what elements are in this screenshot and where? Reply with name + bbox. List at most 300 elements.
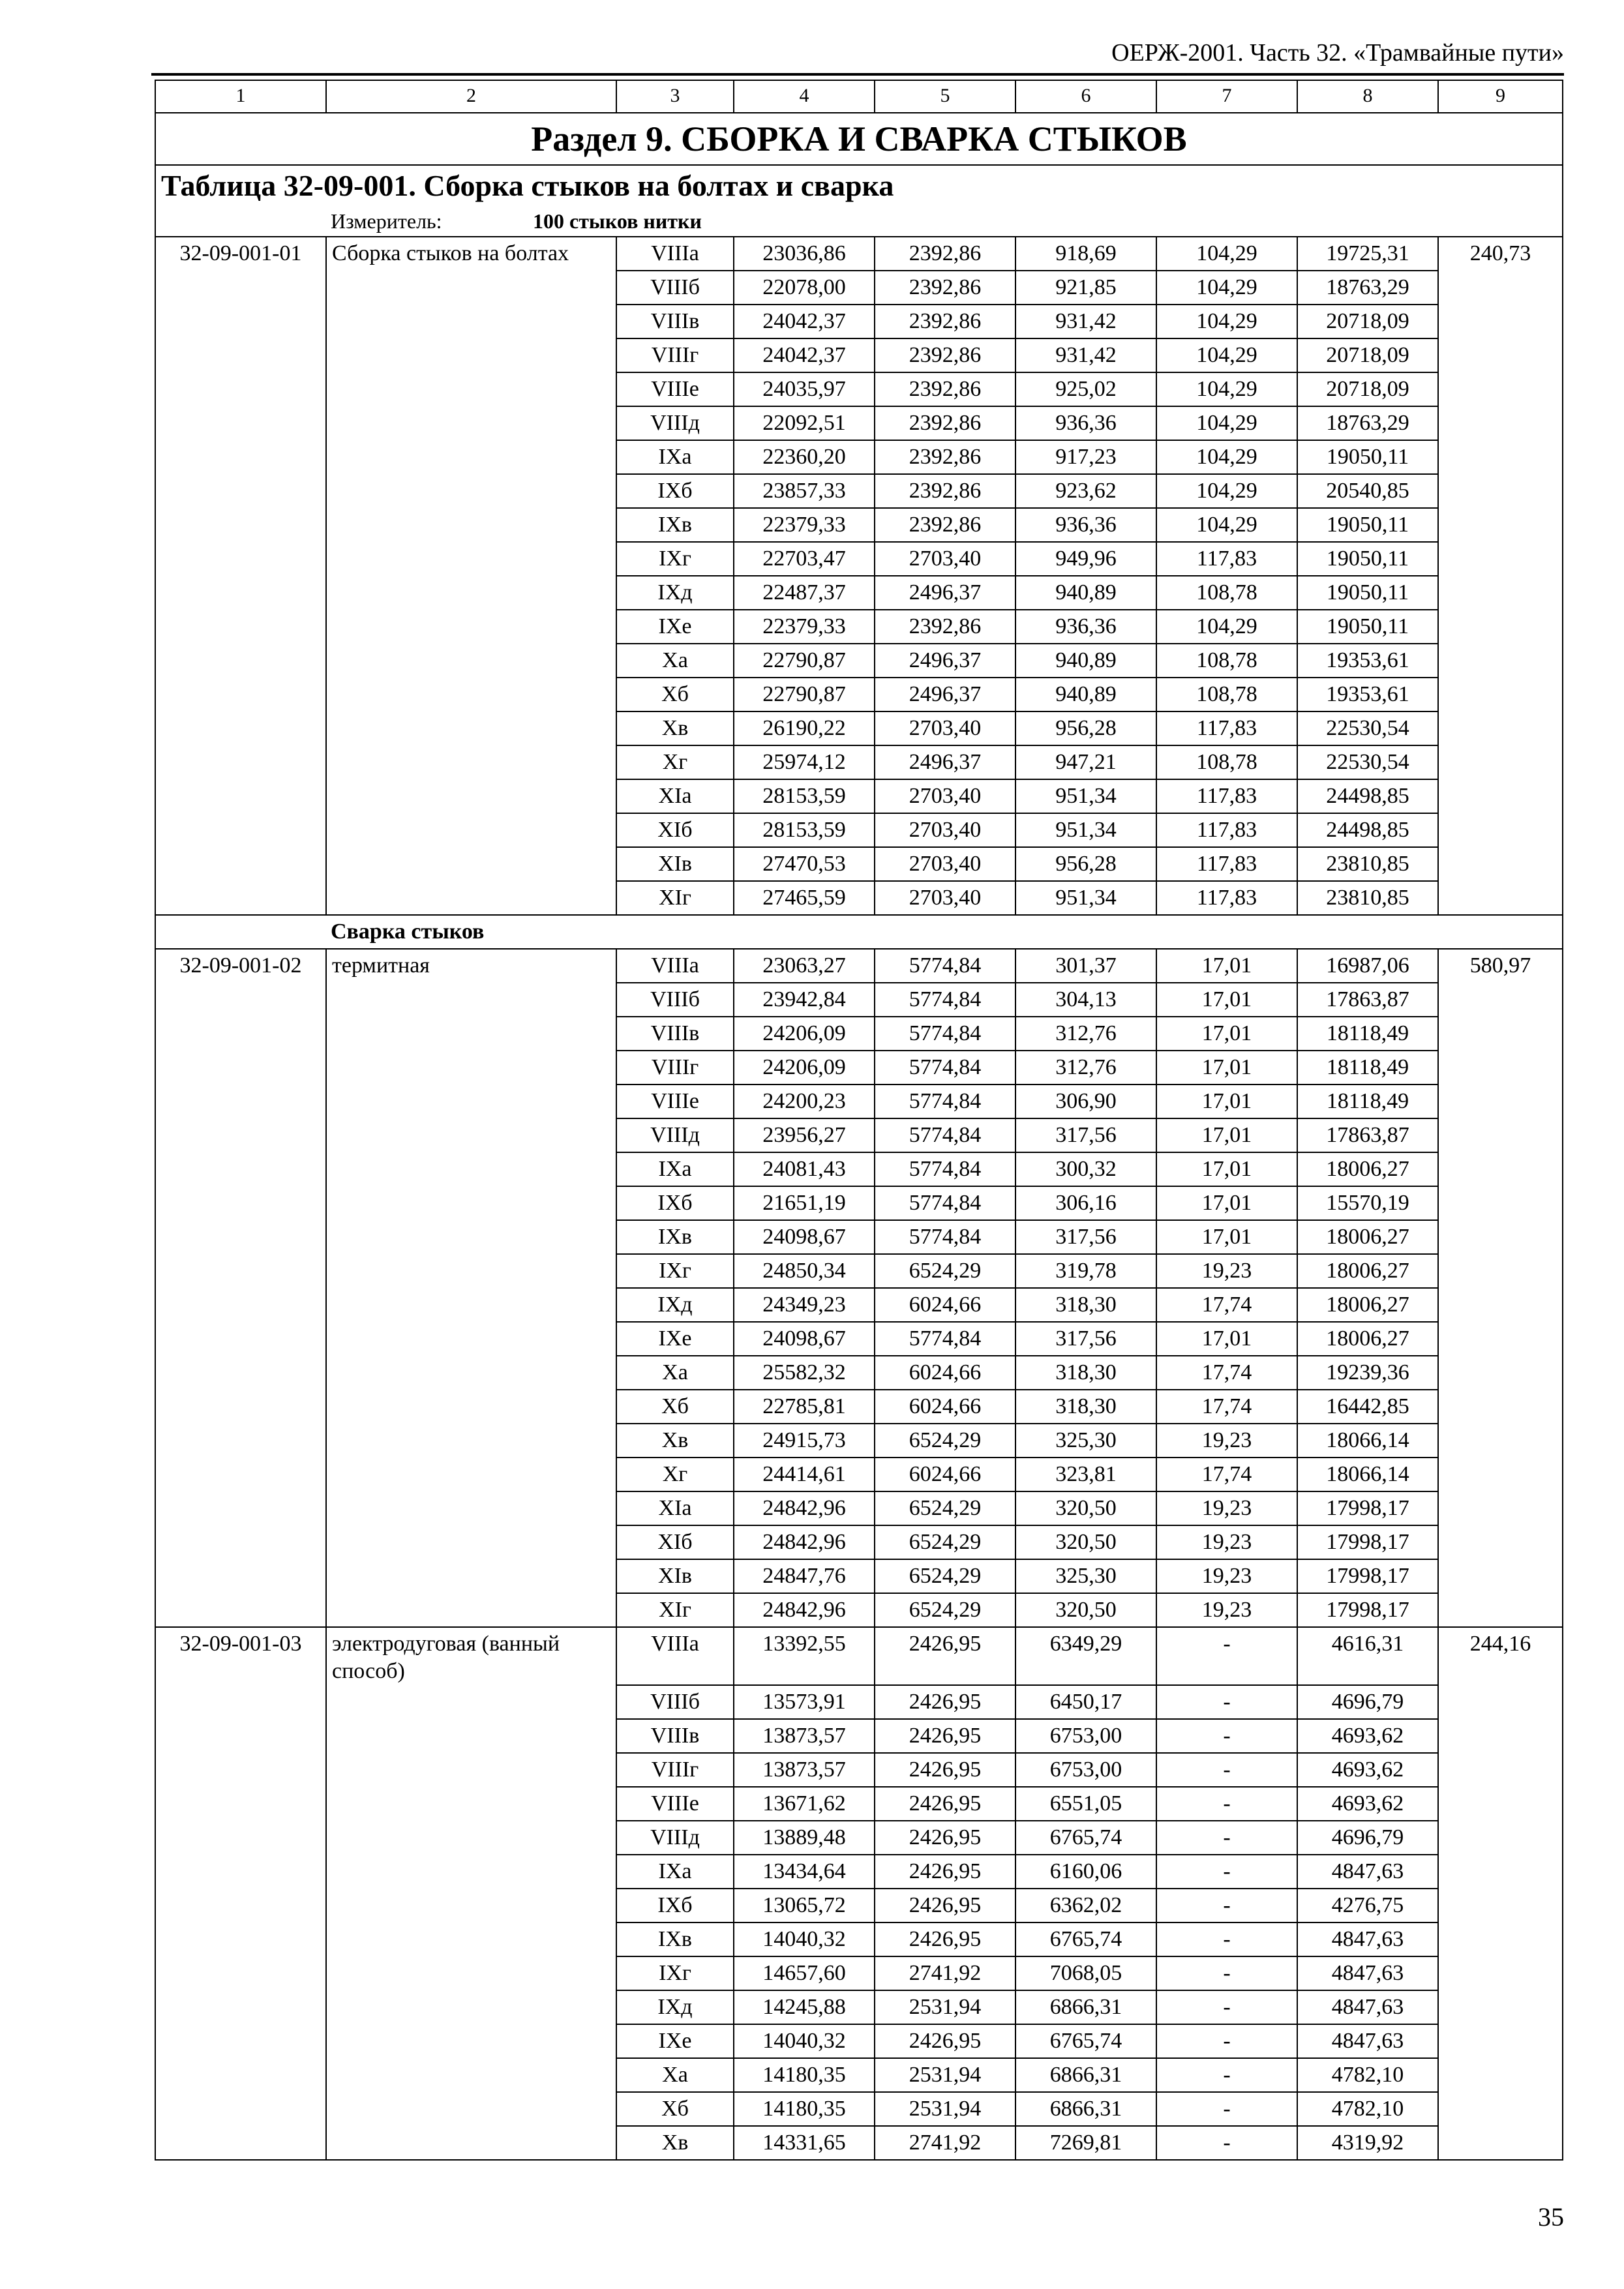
value-cell: 6024,66 — [875, 1390, 1015, 1424]
value-cell: 4693,62 — [1297, 1787, 1438, 1821]
value-cell: 104,29 — [1156, 508, 1297, 542]
rail-type: VIIIд — [616, 1118, 734, 1152]
value-cell: 2496,37 — [875, 576, 1015, 610]
value-cell: 17,01 — [1156, 1017, 1297, 1051]
rate-code — [155, 474, 326, 508]
labor-value — [1438, 1220, 1563, 1254]
table-row — [155, 1990, 1563, 2024]
rail-type: VIIIб — [616, 1685, 734, 1719]
value-cell: 5774,84 — [875, 1220, 1015, 1254]
page-number: 35 — [1538, 2202, 1564, 2232]
value-cell: 14180,35 — [734, 2058, 875, 2092]
work-name — [326, 305, 616, 338]
rate-code — [155, 1753, 326, 1787]
value-cell: 320,50 — [1015, 1593, 1156, 1627]
table-row — [155, 610, 1563, 644]
value-cell: - — [1156, 2024, 1297, 2058]
value-cell: 117,83 — [1156, 881, 1297, 915]
value-cell: 18006,27 — [1297, 1322, 1438, 1356]
value-cell: 108,78 — [1156, 576, 1297, 610]
value-cell: 17863,87 — [1297, 1118, 1438, 1152]
value-cell: 24498,85 — [1297, 779, 1438, 813]
value-cell: 17863,87 — [1297, 983, 1438, 1017]
value-cell: 22530,54 — [1297, 745, 1438, 779]
work-name — [326, 779, 616, 813]
rail-type: Xб — [616, 1390, 734, 1424]
labor-value — [1438, 576, 1563, 610]
value-cell: 940,89 — [1015, 678, 1156, 711]
value-cell: 17,01 — [1156, 983, 1297, 1017]
rail-type: IXа — [616, 440, 734, 474]
rail-type: IXе — [616, 1322, 734, 1356]
rate-code — [155, 338, 326, 372]
value-cell: 14657,60 — [734, 1956, 875, 1990]
labor-value — [1438, 372, 1563, 406]
work-name — [326, 1118, 616, 1152]
rail-type: IXа — [616, 1855, 734, 1889]
work-name: Сборка стыков на болтах — [326, 237, 616, 271]
rail-type: IXв — [616, 1922, 734, 1956]
value-cell: 18006,27 — [1297, 1152, 1438, 1186]
value-cell: 4847,63 — [1297, 1855, 1438, 1889]
labor-value — [1438, 1922, 1563, 1956]
value-cell: 2392,86 — [875, 508, 1015, 542]
rate-code — [155, 881, 326, 915]
value-cell: 6753,00 — [1015, 1719, 1156, 1753]
table-row — [155, 576, 1563, 610]
labor-value — [1438, 2126, 1563, 2160]
column-number: 6 — [1015, 80, 1156, 113]
value-cell: 317,56 — [1015, 1118, 1156, 1152]
value-cell: - — [1156, 1855, 1297, 1889]
value-cell: 19050,11 — [1297, 542, 1438, 576]
work-name — [326, 1051, 616, 1085]
rate-code — [155, 2092, 326, 2126]
rail-type: VIIIг — [616, 1753, 734, 1787]
work-name — [326, 983, 616, 1017]
value-cell: 6524,29 — [875, 1491, 1015, 1525]
labor-value — [1438, 2058, 1563, 2092]
value-cell: 104,29 — [1156, 271, 1297, 305]
rail-type: IXг — [616, 542, 734, 576]
table-row — [155, 237, 1563, 271]
value-cell: 2531,94 — [875, 1990, 1015, 2024]
value-cell: 6866,31 — [1015, 1990, 1156, 2024]
work-name — [326, 1017, 616, 1051]
value-cell: 104,29 — [1156, 237, 1297, 271]
rail-type: Xв — [616, 1424, 734, 1458]
table-row — [155, 1627, 1563, 1685]
labor-value — [1438, 1017, 1563, 1051]
work-name — [326, 1525, 616, 1559]
value-cell: 2426,95 — [875, 1627, 1015, 1685]
value-cell: 6765,74 — [1015, 1922, 1156, 1956]
rail-type: Xг — [616, 1458, 734, 1491]
work-name — [326, 1491, 616, 1525]
labor-value: 244,16 — [1438, 1627, 1563, 1685]
value-cell: 6450,17 — [1015, 1685, 1156, 1719]
value-cell: 951,34 — [1015, 779, 1156, 813]
value-cell: 6349,29 — [1015, 1627, 1156, 1685]
value-cell: 19,23 — [1156, 1525, 1297, 1559]
value-cell: 26190,22 — [734, 711, 875, 745]
labor-value — [1438, 542, 1563, 576]
value-cell: 300,32 — [1015, 1152, 1156, 1186]
table-row — [155, 881, 1563, 915]
value-cell: 22703,47 — [734, 542, 875, 576]
value-cell: 24850,34 — [734, 1254, 875, 1288]
rail-type: XIв — [616, 847, 734, 881]
table-row — [155, 338, 1563, 372]
work-name — [326, 474, 616, 508]
work-name — [326, 338, 616, 372]
value-cell: 18066,14 — [1297, 1458, 1438, 1491]
rail-type: Xб — [616, 678, 734, 711]
value-cell: 325,30 — [1015, 1559, 1156, 1593]
labor-value — [1438, 271, 1563, 305]
value-cell: 13873,57 — [734, 1719, 875, 1753]
table-row — [155, 1753, 1563, 1787]
value-cell: 22092,51 — [734, 406, 875, 440]
value-cell: 4696,79 — [1297, 1821, 1438, 1855]
table-row — [155, 305, 1563, 338]
rate-code — [155, 271, 326, 305]
rate-code — [155, 1990, 326, 2024]
table-row — [155, 1685, 1563, 1719]
value-cell: 312,76 — [1015, 1051, 1156, 1085]
work-name — [326, 1922, 616, 1956]
rail-type: VIIIе — [616, 1787, 734, 1821]
value-cell: 2392,86 — [875, 271, 1015, 305]
value-cell: 7269,81 — [1015, 2126, 1156, 2160]
value-cell: 24042,37 — [734, 305, 875, 338]
value-cell: 304,13 — [1015, 983, 1156, 1017]
labor-value — [1438, 1719, 1563, 1753]
value-cell: 301,37 — [1015, 949, 1156, 983]
rate-code — [155, 1458, 326, 1491]
value-cell: 2426,95 — [875, 1787, 1015, 1821]
rate-code — [155, 1390, 326, 1424]
rail-type: VIIIв — [616, 305, 734, 338]
labor-value — [1438, 305, 1563, 338]
value-cell: 14331,65 — [734, 2126, 875, 2160]
value-cell: 104,29 — [1156, 305, 1297, 338]
rail-type: VIIIа — [616, 237, 734, 271]
work-name — [326, 2126, 616, 2160]
rate-code — [155, 1855, 326, 1889]
table-row — [155, 1220, 1563, 1254]
table-row — [155, 1787, 1563, 1821]
value-cell: - — [1156, 1627, 1297, 1685]
value-cell: 5774,84 — [875, 1017, 1015, 1051]
value-cell: 6765,74 — [1015, 2024, 1156, 2058]
work-name: электродуговая (ванный способ) — [326, 1627, 616, 1685]
value-cell: 6024,66 — [875, 1458, 1015, 1491]
value-cell: 20718,09 — [1297, 305, 1438, 338]
value-cell: 18118,49 — [1297, 1017, 1438, 1051]
table-row — [155, 1288, 1563, 1322]
rate-code — [155, 305, 326, 338]
value-cell: 925,02 — [1015, 372, 1156, 406]
value-cell: 13434,64 — [734, 1855, 875, 1889]
rail-type: Xв — [616, 2126, 734, 2160]
rail-type: XIб — [616, 813, 734, 847]
work-name — [326, 813, 616, 847]
value-cell: 22530,54 — [1297, 711, 1438, 745]
rail-type: IXа — [616, 1152, 734, 1186]
meter-row — [155, 207, 1563, 237]
value-cell: 318,30 — [1015, 1356, 1156, 1390]
rate-code — [155, 644, 326, 678]
value-cell: 18118,49 — [1297, 1085, 1438, 1118]
rate-code — [155, 1017, 326, 1051]
labor-value — [1438, 678, 1563, 711]
value-cell: 2496,37 — [875, 678, 1015, 711]
work-name — [326, 1186, 616, 1220]
value-cell: 14180,35 — [734, 2092, 875, 2126]
rate-code — [155, 576, 326, 610]
rate-code — [155, 1719, 326, 1753]
table-row — [155, 1491, 1563, 1525]
value-cell: 2392,86 — [875, 474, 1015, 508]
value-cell: 14040,32 — [734, 1922, 875, 1956]
column-number: 9 — [1438, 80, 1563, 113]
value-cell: 22790,87 — [734, 678, 875, 711]
value-cell: 317,56 — [1015, 1220, 1156, 1254]
value-cell: 14245,88 — [734, 1990, 875, 2024]
value-cell: 15570,19 — [1297, 1186, 1438, 1220]
rate-code — [155, 1922, 326, 1956]
work-name — [326, 1356, 616, 1390]
labor-value: 240,73 — [1438, 237, 1563, 271]
table-row — [155, 949, 1563, 983]
value-cell: - — [1156, 1922, 1297, 1956]
value-cell: 18763,29 — [1297, 271, 1438, 305]
value-cell: 108,78 — [1156, 678, 1297, 711]
value-cell: 104,29 — [1156, 406, 1297, 440]
value-cell: 19050,11 — [1297, 576, 1438, 610]
value-cell: 5774,84 — [875, 1322, 1015, 1356]
value-cell: 19,23 — [1156, 1559, 1297, 1593]
labor-value — [1438, 711, 1563, 745]
value-cell: 19353,61 — [1297, 678, 1438, 711]
column-number: 1 — [155, 80, 326, 113]
value-cell: 306,16 — [1015, 1186, 1156, 1220]
rate-code — [155, 678, 326, 711]
labor-value — [1438, 1186, 1563, 1220]
value-cell: 5774,84 — [875, 949, 1015, 983]
rail-type: IXд — [616, 576, 734, 610]
table-row — [155, 1424, 1563, 1458]
value-cell: 13873,57 — [734, 1753, 875, 1787]
value-cell: 104,29 — [1156, 474, 1297, 508]
value-cell: 24842,96 — [734, 1593, 875, 1627]
rate-code — [155, 1085, 326, 1118]
work-name — [326, 1855, 616, 1889]
value-cell: - — [1156, 1821, 1297, 1855]
value-cell: 2496,37 — [875, 745, 1015, 779]
value-cell: 27470,53 — [734, 847, 875, 881]
table-row — [155, 1559, 1563, 1593]
value-cell: 19725,31 — [1297, 237, 1438, 271]
rail-type: VIIIе — [616, 372, 734, 406]
value-cell: - — [1156, 2126, 1297, 2160]
value-cell: 16442,85 — [1297, 1390, 1438, 1424]
rail-type: IXб — [616, 474, 734, 508]
value-cell: 25582,32 — [734, 1356, 875, 1390]
value-cell: 18763,29 — [1297, 406, 1438, 440]
table-row — [155, 2024, 1563, 2058]
column-number: 8 — [1297, 80, 1438, 113]
labor-value — [1438, 745, 1563, 779]
table-row — [155, 1855, 1563, 1889]
labor-value — [1438, 1821, 1563, 1855]
table-row — [155, 1390, 1563, 1424]
labor-value — [1438, 1288, 1563, 1322]
work-name — [326, 1990, 616, 2024]
rate-code — [155, 847, 326, 881]
rate-code: 32-09-001-02 — [155, 949, 326, 983]
rate-code — [155, 1220, 326, 1254]
labor-value — [1438, 2024, 1563, 2058]
value-cell: 17,01 — [1156, 1085, 1297, 1118]
value-cell: 17998,17 — [1297, 1525, 1438, 1559]
value-cell: 6866,31 — [1015, 2092, 1156, 2126]
value-cell: 4276,75 — [1297, 1889, 1438, 1922]
table-row — [155, 406, 1563, 440]
value-cell: 108,78 — [1156, 644, 1297, 678]
work-name — [326, 1821, 616, 1855]
labor-value — [1438, 779, 1563, 813]
value-cell: - — [1156, 1787, 1297, 1821]
rate-code — [155, 1525, 326, 1559]
value-cell: 2703,40 — [875, 542, 1015, 576]
work-name — [326, 610, 616, 644]
rate-code — [155, 1118, 326, 1152]
labor-value — [1438, 847, 1563, 881]
rail-type: Xг — [616, 745, 734, 779]
value-cell: 6524,29 — [875, 1424, 1015, 1458]
table-row — [155, 372, 1563, 406]
value-cell: 20718,09 — [1297, 372, 1438, 406]
value-cell: 19,23 — [1156, 1424, 1297, 1458]
value-cell: 956,28 — [1015, 711, 1156, 745]
rate-code — [155, 1491, 326, 1525]
table-row — [155, 1186, 1563, 1220]
work-name — [326, 1889, 616, 1922]
table-row — [155, 2058, 1563, 2092]
work-name — [326, 1593, 616, 1627]
value-cell: 325,30 — [1015, 1424, 1156, 1458]
labor-value — [1438, 508, 1563, 542]
value-cell: 24847,76 — [734, 1559, 875, 1593]
value-cell: 6524,29 — [875, 1525, 1015, 1559]
value-cell: 918,69 — [1015, 237, 1156, 271]
rail-type: VIIIг — [616, 338, 734, 372]
value-cell: 13065,72 — [734, 1889, 875, 1922]
table-row — [155, 542, 1563, 576]
value-cell: 5774,84 — [875, 983, 1015, 1017]
value-cell: 5774,84 — [875, 1051, 1015, 1085]
labor-value — [1438, 440, 1563, 474]
value-cell: 23956,27 — [734, 1118, 875, 1152]
rate-code — [155, 1821, 326, 1855]
value-cell: 22360,20 — [734, 440, 875, 474]
labor-value — [1438, 1889, 1563, 1922]
table-row — [155, 1152, 1563, 1186]
value-cell: 2392,86 — [875, 305, 1015, 338]
value-cell: 23810,85 — [1297, 847, 1438, 881]
value-cell: 936,36 — [1015, 610, 1156, 644]
value-cell: 17,01 — [1156, 1220, 1297, 1254]
value-cell: 13392,55 — [734, 1627, 875, 1685]
table-row — [155, 1889, 1563, 1922]
table-row — [155, 1922, 1563, 1956]
subsection-title: Сварка стыков — [155, 915, 1563, 949]
value-cell: 931,42 — [1015, 338, 1156, 372]
value-cell: 2426,95 — [875, 1889, 1015, 1922]
work-name — [326, 440, 616, 474]
labor-value: 580,97 — [1438, 949, 1563, 983]
value-cell: 24498,85 — [1297, 813, 1438, 847]
value-cell: 2426,95 — [875, 1753, 1015, 1787]
value-cell: 2703,40 — [875, 813, 1015, 847]
value-cell: 931,42 — [1015, 305, 1156, 338]
value-cell: 24098,67 — [734, 1220, 875, 1254]
value-cell: 2703,40 — [875, 847, 1015, 881]
value-cell: 19050,11 — [1297, 610, 1438, 644]
rate-code — [155, 1152, 326, 1186]
value-cell: 24206,09 — [734, 1017, 875, 1051]
value-cell: 23810,85 — [1297, 881, 1438, 915]
rate-code — [155, 1254, 326, 1288]
value-cell: 14040,32 — [734, 2024, 875, 2058]
rail-type: XIв — [616, 1559, 734, 1593]
rate-code — [155, 2024, 326, 2058]
value-cell: 4696,79 — [1297, 1685, 1438, 1719]
table-row — [155, 2092, 1563, 2126]
labor-value — [1438, 1118, 1563, 1152]
table-row — [155, 1254, 1563, 1288]
value-cell: 949,96 — [1015, 542, 1156, 576]
value-cell: 6551,05 — [1015, 1787, 1156, 1821]
value-cell: 21651,19 — [734, 1186, 875, 1220]
value-cell: 318,30 — [1015, 1390, 1156, 1424]
table-row — [155, 1085, 1563, 1118]
value-cell: 24081,43 — [734, 1152, 875, 1186]
work-name — [326, 1559, 616, 1593]
labor-value — [1438, 644, 1563, 678]
table-row — [155, 440, 1563, 474]
work-name — [326, 1424, 616, 1458]
value-cell: 4847,63 — [1297, 1922, 1438, 1956]
work-name — [326, 1322, 616, 1356]
rail-type: IXг — [616, 1956, 734, 1990]
work-name — [326, 576, 616, 610]
table-row — [155, 1017, 1563, 1051]
table-row — [155, 779, 1563, 813]
work-name — [326, 1288, 616, 1322]
value-cell: 28153,59 — [734, 779, 875, 813]
work-name — [326, 1152, 616, 1186]
value-cell: 24915,73 — [734, 1424, 875, 1458]
rate-code — [155, 1186, 326, 1220]
labor-value — [1438, 1787, 1563, 1821]
value-cell: 6524,29 — [875, 1593, 1015, 1627]
value-cell: 108,78 — [1156, 745, 1297, 779]
table-row — [155, 1118, 1563, 1152]
meter-value: 100 стыков нитки — [533, 209, 702, 233]
